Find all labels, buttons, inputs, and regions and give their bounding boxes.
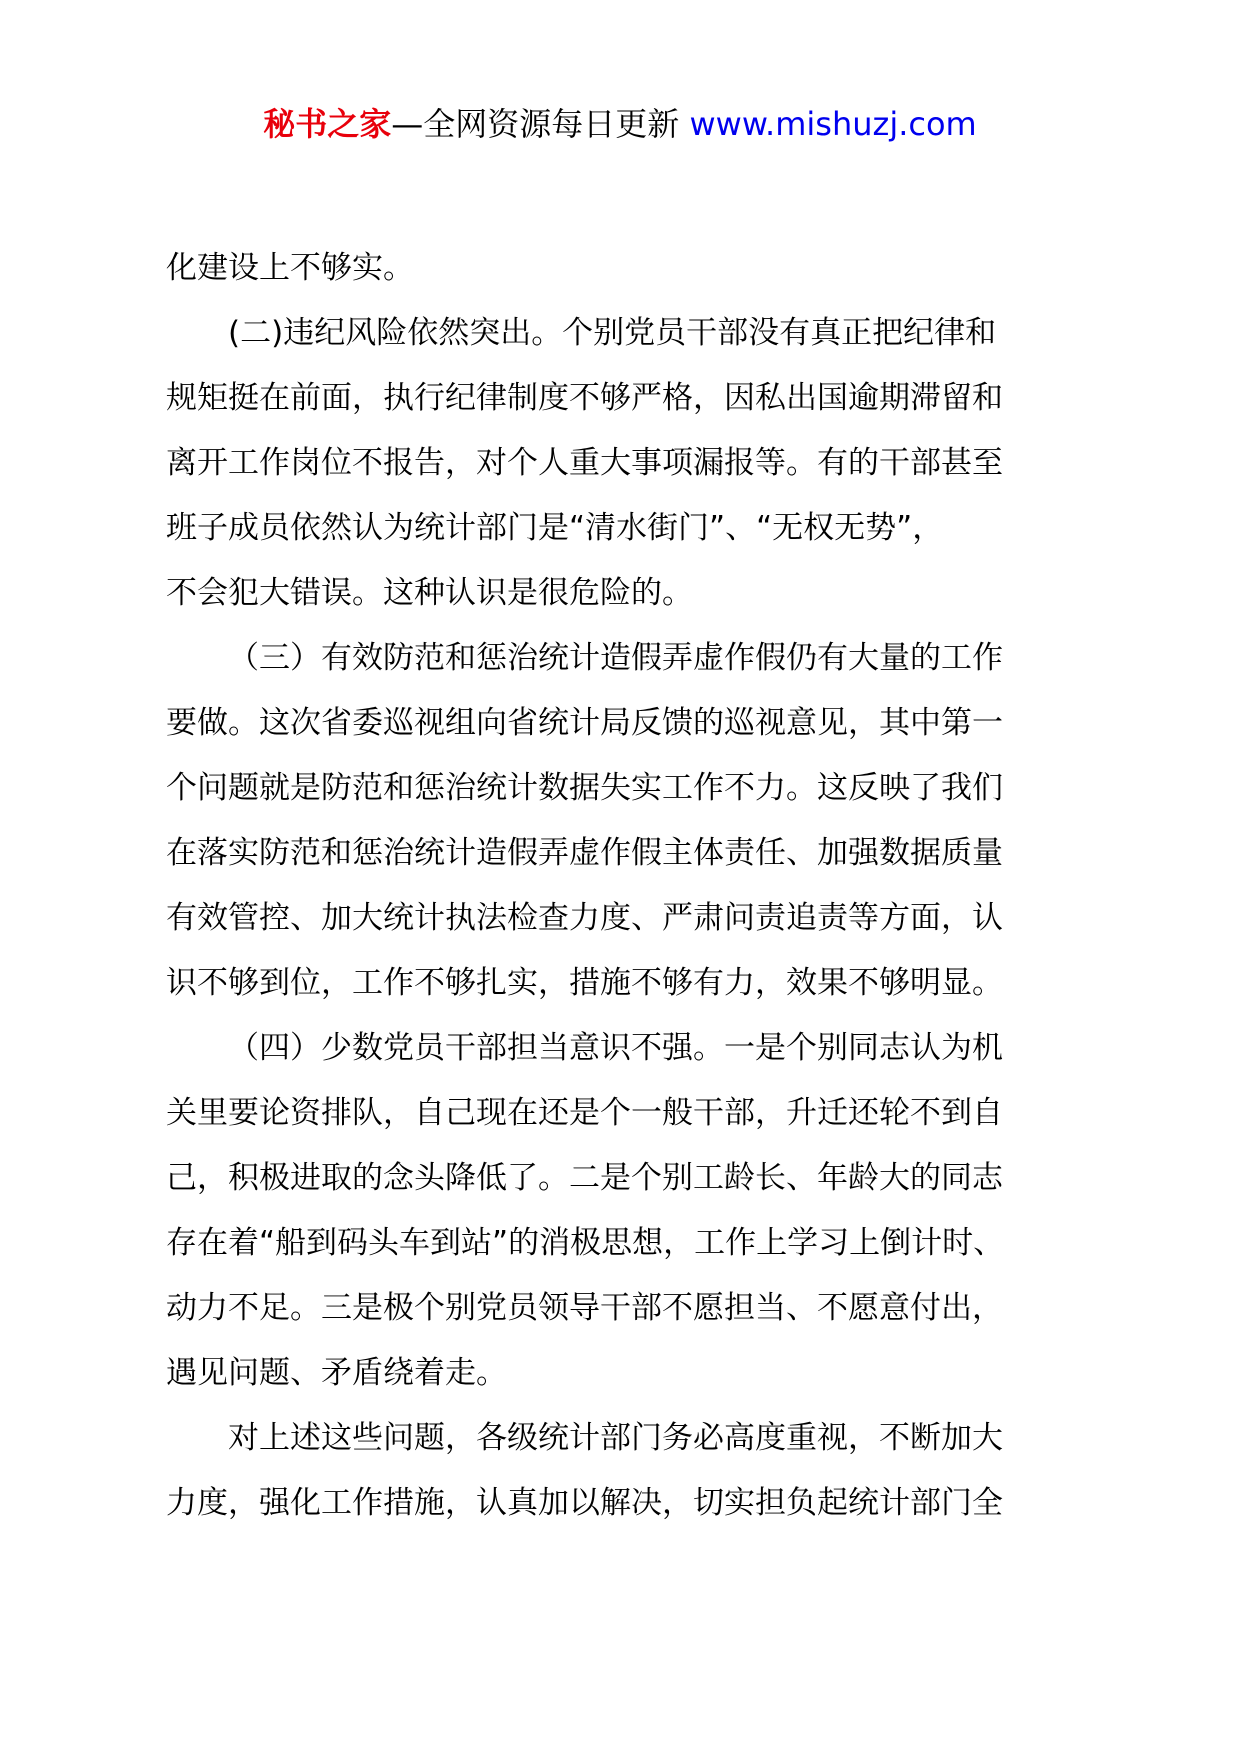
text-line: 识不够到位，工作不够扎实，措施不够有力，效果不够明显。	[166, 965, 1003, 1001]
text-line: 在落实防范和惩治统计造假弄虚作假主体责任、加强数据质量	[166, 835, 1003, 871]
text-line: 离开工作岗位不报告，对个人重大事项漏报等。有的干部甚至	[166, 445, 1003, 481]
paragraph-heading-3: （三）有效防范和惩治统计造假弄虚作假仍有大量的工作	[228, 640, 1003, 676]
text-line: 班子成员依然认为统计部门是“清水街门”、“无权无势”，	[166, 510, 944, 546]
text-line: 要做。这次省委巡视组向省统计局反馈的巡视意见，其中第一	[166, 705, 1003, 741]
text-line: 规矩挺在前面，执行纪律制度不够严格，因私出国逾期滞留和	[166, 380, 1003, 416]
site-brand: 秘书之家	[263, 105, 392, 143]
paragraph-heading-4: （四）少数党员干部担当意识不强。一是个别同志认为机	[228, 1030, 1003, 1066]
text-line: 遇见问题、矛盾绕着走。	[166, 1355, 507, 1391]
paragraph-heading-2: (二)违纪风险依然突出。个别党员干部没有真正把纪律和	[228, 315, 997, 351]
text-line: 己，积极进取的念头降低了。二是个别工龄长、年龄大的同志	[166, 1160, 1003, 1196]
site-header	[0, 104, 1240, 144]
text-line: 存在着“船到码头车到站”的消极思想，工作上学习上倒计时、	[166, 1225, 1005, 1261]
paragraph-start: 对上述这些问题，各级统计部门务必高度重视，不断加大	[228, 1420, 1003, 1456]
site-url-link[interactable]: www.mishuzj.com	[689, 105, 977, 143]
text-line: 化建设上不够实。	[166, 250, 414, 286]
text-line: 个问题就是防范和惩治统计数据失实工作不力。这反映了我们	[166, 770, 1003, 806]
text-line: 关里要论资排队，自己现在还是个一般干部，升迁还轮不到自	[166, 1095, 1003, 1131]
text-line: 力度，强化工作措施，认真加以解决，切实担负起统计部门全	[166, 1485, 1003, 1521]
text-line: 有效管控、加大统计执法检查力度、严肃问责追责等方面，认	[166, 900, 1003, 936]
text-line: 动力不足。三是极个别党员领导干部不愿担当、不愿意付出，	[166, 1290, 1003, 1326]
text-line: 不会犯大错误。这种认识是很危险的。	[166, 575, 693, 611]
document-body	[166, 236, 1096, 1536]
site-tagline: —全网资源每日更新	[391, 105, 690, 143]
